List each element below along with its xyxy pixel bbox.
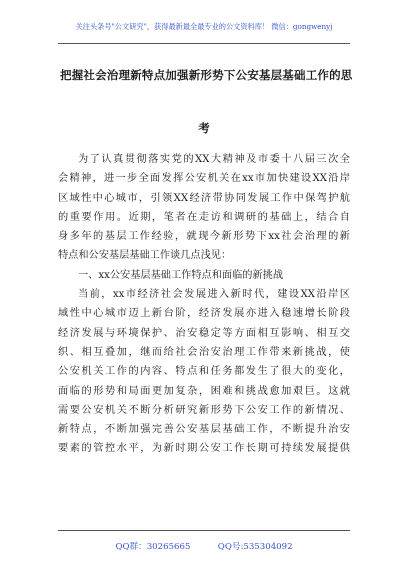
body-line: 为了认真贯彻落实党的XX大精神及市委十八届三次全 (78, 154, 350, 165)
section-heading: 一、xx公安基层基础工作特点和面临的新挑战 (78, 269, 284, 281)
body-line: 特点和公安基层基础工作谈几点浅见： (58, 250, 232, 262)
body-line: 要素的管控水平，为新时期公安工作长期可持续发展提供 (58, 443, 350, 455)
body-line: 的重要作用。近期，笔者在走访和调研的基础上，结合自 (58, 211, 350, 223)
body-line: 区域性中心城市，引领XX经济带协同发展工作中保驾护航 (58, 192, 350, 204)
footer-divider (58, 530, 350, 531)
body-line: 会精神，进一步全面发挥公安机关在xx市加快建设XX沿岸 (58, 173, 350, 185)
body-line: 需要公安机关不断分析研究新形势下公安工作的新情况、 (58, 404, 350, 416)
header-divider (58, 43, 350, 44)
body-line: 经济发展与环境保护、治安稳定等方面相互影响、相互交 (58, 327, 350, 339)
document-body (58, 150, 350, 459)
body-line: 织、相互叠加，继而给社会治安治理工作带来新挑战，使 (58, 346, 350, 358)
body-line: 公安机关工作的内容、特点和任务都发生了很大的变化， (58, 366, 350, 378)
footer-contact: QQ群：30265665 QQ号:535304092 (115, 542, 293, 552)
body-line: 域性中心城市迈上新台阶，经济发展亦进入稳速增长阶段 (58, 308, 350, 320)
body-line: 新特点，不断加强完善公安基层基础工作，不断提升治安 (58, 424, 350, 436)
document-title: 把握社会治理新特点加强新形势下公安基层基础工作的思 (60, 68, 353, 82)
body-line: 面临的形势和局面更加复杂，困难和挑战愈加艰巨。这就 (58, 385, 350, 397)
body-line: 当前，xx市经济社会发展进入新时代，建设XX沿岸区 (78, 289, 350, 301)
document-title-continuation: 考 (198, 121, 210, 135)
header-banner: 关注头条号"公文研究"，获得最新最全最专业的公文资料库！ 微信：gongwenyj (75, 22, 333, 31)
body-line: 身多年的基层工作经验，就现今新形势下xx社会治理的新 (58, 231, 350, 243)
